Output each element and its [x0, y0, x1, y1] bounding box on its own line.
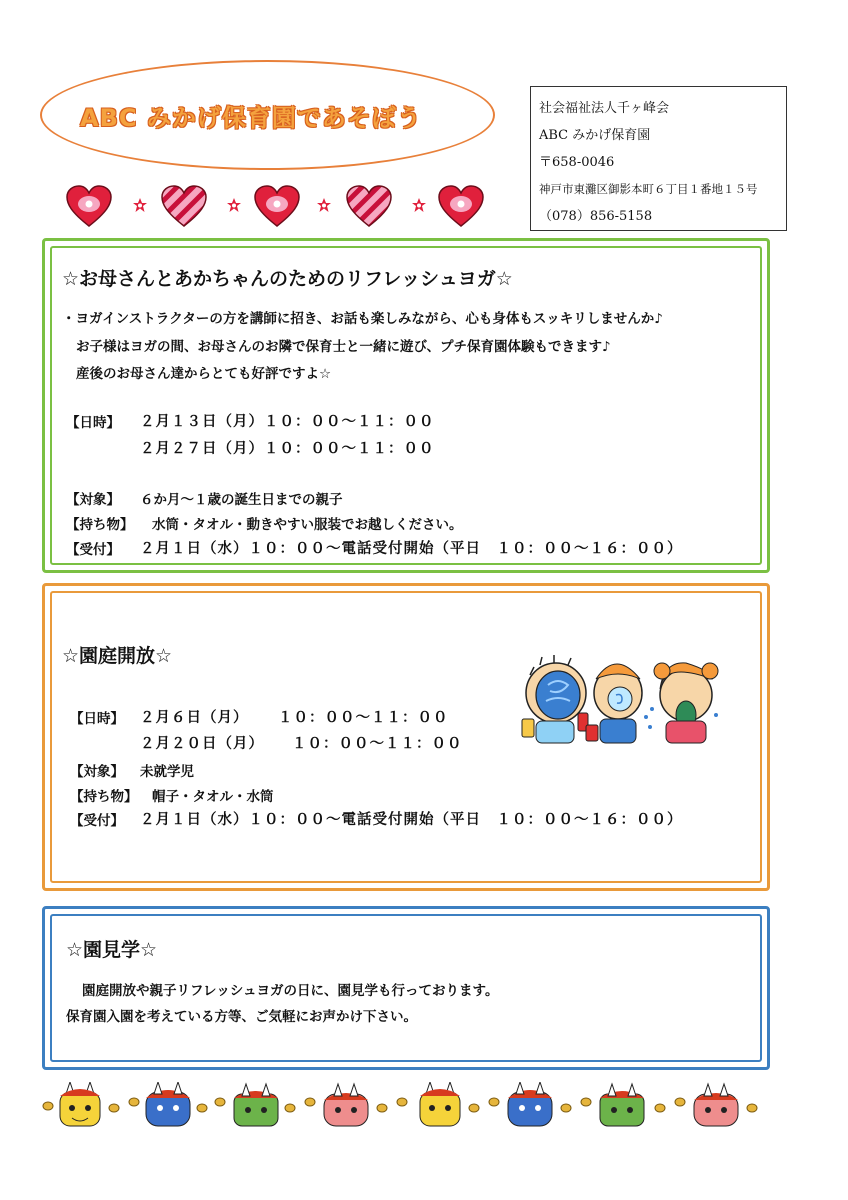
- garden-date-1-day: ２月６日（月）: [140, 710, 249, 726]
- garden-reception: ２月１日（水）１０：００～電話受付開始（平日 １０：００～１６：００）: [140, 812, 683, 828]
- org-info-box: [530, 86, 787, 231]
- garden-date-2-time: １０：００～１１：００: [292, 736, 463, 752]
- star-icon: [227, 198, 241, 212]
- org-name: 社会福祉法人千ヶ峰会: [539, 101, 670, 116]
- tour-line-2: 保育園入園を考えている方等、ご気軽にお声かけ下さい。: [66, 1009, 417, 1025]
- heart-icon: [437, 184, 485, 228]
- yoga-reception-label: 【受付】: [66, 542, 120, 558]
- phone-number: （078）856-5158: [539, 209, 653, 224]
- garden-target-label: 【対象】: [70, 764, 124, 780]
- star-icon: [133, 198, 147, 212]
- heart-icon: [253, 184, 301, 228]
- yoga-heading: ☆お母さんとあかちゃんのためのリフレッシュヨガ☆: [62, 268, 513, 290]
- star-icon: [317, 198, 331, 212]
- page-title: ABC みかげ保育園であそぼう: [80, 104, 422, 132]
- postal-code: 〒658-0046: [539, 155, 615, 170]
- heart-icon: [65, 184, 113, 228]
- garden-reception-label: 【受付】: [70, 813, 124, 829]
- yoga-date-1: ２月１３日（月）１０：００～１１：００: [140, 414, 435, 430]
- yoga-desc-line-1: ・ヨガインストラクターの方を講師に招き、お話も楽しみながら、心も身体もスッキリしませんか♪: [62, 311, 663, 327]
- tour-heading: ☆園見学☆: [66, 939, 158, 961]
- oni-border-decoration: [40, 1082, 810, 1132]
- garden-date-2-day: ２月２０日（月）: [140, 736, 264, 752]
- yoga-target-label: 【対象】: [66, 492, 120, 508]
- yoga-target: ６か月～１歳の誕生日までの親子: [140, 492, 343, 508]
- striped-heart-icon: [160, 184, 208, 228]
- nursery-name: ABC みかげ保育園: [539, 128, 651, 143]
- bean-icon: [43, 1102, 53, 1110]
- star-icon: [412, 198, 426, 212]
- yoga-bring: 水筒・タオル・動きやすい服装でお越しください。: [152, 517, 463, 533]
- yoga-date-label: 【日時】: [66, 415, 120, 431]
- garden-date-label: 【日時】: [70, 711, 124, 727]
- yoga-desc-line-2: お子様はヨガの間、お母さんのお隣で保育士と一緒に遊び、プチ保育園体験もできます♪: [76, 339, 611, 355]
- yoga-desc-line-3: 産後のお母さん達からとても好評ですよ☆: [76, 366, 332, 382]
- garden-date-1-time: １０：００～１１：００: [278, 710, 449, 726]
- garden-bring: 帽子・タオル・水筒: [152, 789, 274, 805]
- yoga-bring-label: 【持ち物】: [66, 517, 134, 533]
- kids-drinking-illustration: [516, 655, 722, 745]
- garden-bring-label: 【持ち物】: [70, 789, 138, 805]
- hearts-decoration: [65, 184, 495, 230]
- tour-line-1: 園庭開放や親子リフレッシュヨガの日に、園見学も行っております。: [82, 983, 499, 999]
- garden-target: 未就学児: [140, 764, 194, 780]
- yoga-date-2: ２月２７日（月）１０：００～１１：００: [140, 441, 435, 457]
- yoga-reception: ２月１日（水）１０：００～電話受付開始（平日 １０：００～１６：００）: [140, 541, 683, 557]
- striped-heart-icon: [345, 184, 393, 228]
- address: 神戸市東灘区御影本町６丁目１番地１５号: [539, 182, 758, 196]
- garden-heading: ☆園庭開放☆: [62, 645, 173, 667]
